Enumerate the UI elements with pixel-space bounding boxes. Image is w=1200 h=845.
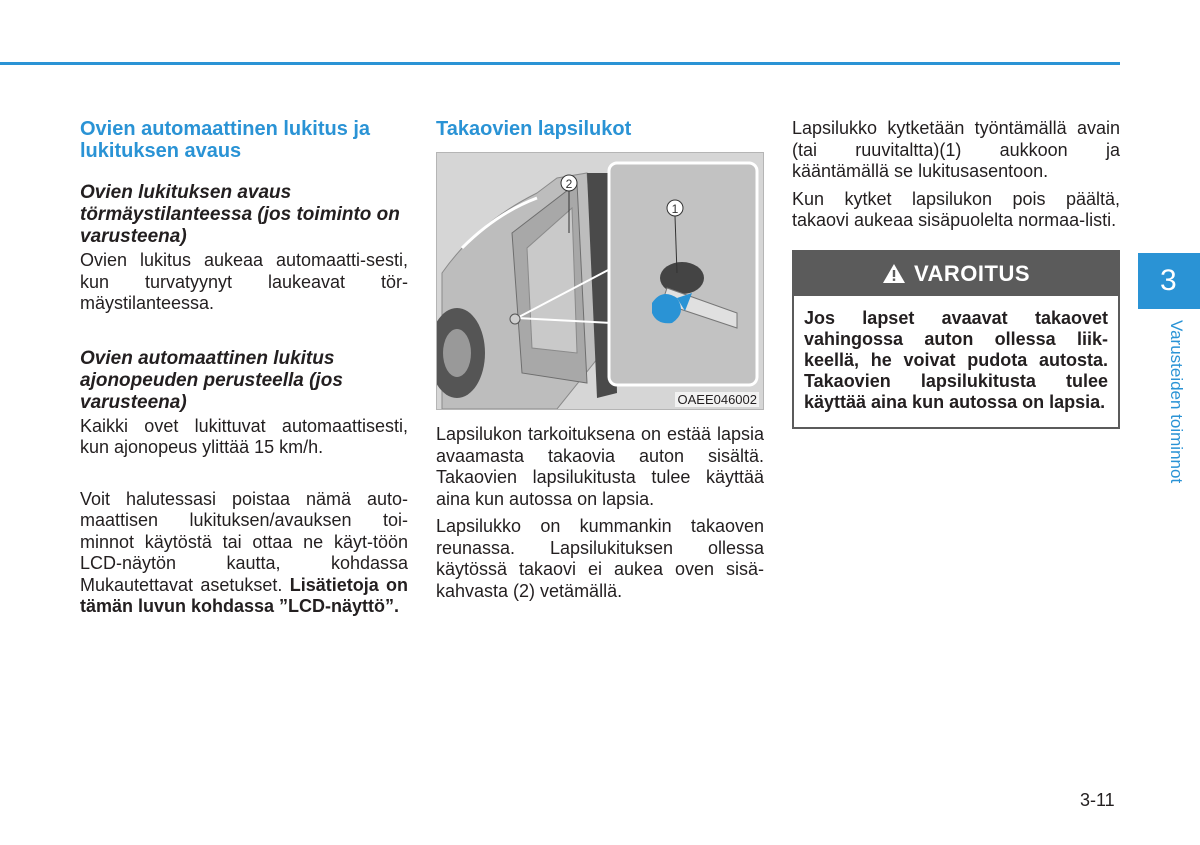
subheading-speed-lock: Ovien automaattinen lukitus ajonopeuden perusteella (jos varusteena)	[80, 347, 343, 413]
paragraph-engage-lock: Lapsilukko kytketään työntämällä avain (tai ruuvitaltta)(1) aukkoon ja kääntämällä se lukitusasentoon.	[792, 118, 1120, 181]
callout-1-label: 1	[671, 202, 679, 216]
column-middle	[436, 118, 764, 602]
lcd-settings-reference: Lisätietoja on tämän luvun kohdassa ”LCD-näyttö”.	[80, 574, 409, 616]
warning-header	[794, 252, 1118, 296]
column-right	[792, 118, 1120, 429]
lcd-settings-text: Voit halutessasi poistaa nämä auto-maattisen lukituksen/avauksen toi-minnot käytöstä tai ottaa ne käyt-töön LCD-näytön kautta, kohdassa Mukautettavat asetukset.	[80, 488, 408, 595]
paragraph-crash-unlock: Ovien lukitus aukeaa automaatti-sesti, kun turvatyynyt laukeavat tör-mäystilanteessa.	[80, 250, 408, 313]
warning-title: VAROITUS	[913, 260, 1031, 286]
figure-code: OAEE046002	[677, 392, 757, 407]
section-heading-auto-lock: Ovien automaattinen lukitus ja lukituksen avaus	[80, 118, 371, 162]
paragraph-speed-lock: Kaikki ovet lukittuvat automaattisesti, kun ajonopeus ylittää 15 km/h.	[80, 415, 408, 457]
warning-body	[794, 296, 1118, 427]
paragraph-lcd-settings	[80, 489, 408, 618]
page-number: 3-11	[1080, 790, 1115, 810]
top-rule	[0, 62, 1120, 65]
child-lock-illustration	[436, 152, 764, 410]
subheading-crash-unlock: Ovien lukituksen avaus törmäystilanteessa (jos toiminto on varusteena)	[80, 182, 400, 247]
chapter-title-text: Varusteiden toiminnot	[1167, 320, 1186, 484]
chapter-number-tab	[1138, 253, 1200, 309]
paragraph-disengage-lock: Kun kytket lapsilukon pois päältä, takaovi aukeaa sisäpuolelta normaa-listi.	[792, 188, 1120, 230]
paragraph-child-lock-location: Lapsilukko on kummankin takaoven reunassa. Lapsilukituksen ollessa käytössä takaovi ei aukea oven sisä-kahvasta (2) vetämällä.	[436, 516, 764, 601]
column-left	[80, 118, 408, 618]
warning-text: Jos lapset avaavat takaovet vahingossa auton ollessa liik-keellä, he voivat pudota autosta. Takaovien lapsilukitusta tulee käyttää aina kun autossa on lapsia.	[804, 307, 1108, 412]
chapter-title	[1166, 320, 1186, 500]
warning-triangle-icon	[882, 263, 906, 284]
paragraph-child-lock-purpose: Lapsilukon tarkoituksena on estää lapsia avaamasta takaovia auton sisältä. Takaovien lapsilukitusta tulee käyttää aina kun autossa on lapsia.	[436, 424, 764, 509]
car-door-drawing	[437, 153, 763, 409]
warning-box	[792, 250, 1120, 429]
callout-2-label: 2	[565, 177, 573, 191]
section-heading-child-locks: Takaovien lapsilukot	[436, 118, 632, 140]
chapter-number: 3	[1160, 264, 1177, 297]
